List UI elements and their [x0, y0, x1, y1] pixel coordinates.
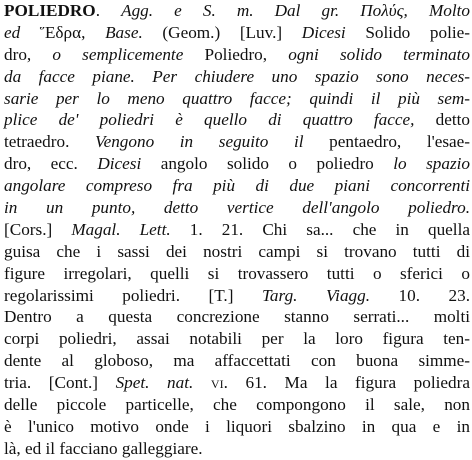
italic-text: Agg. e S. m. Dal gr. Πολύς, Molto: [121, 1, 470, 20]
italic-text: Magal. Lett.: [71, 219, 171, 239]
italic-text: Spet. nat.: [115, 373, 194, 393]
entry-line: [4, 241, 470, 263]
entry-line: [4, 197, 470, 219]
text-segment: ,: [81, 22, 106, 42]
entry-line: [4, 219, 470, 241]
entry-line: [4, 175, 470, 197]
dictionary-entry: [4, 0, 470, 460]
entry-line: [4, 131, 470, 153]
italic-text: o semplicemente: [52, 44, 184, 64]
entry-line: [4, 438, 470, 460]
text-segment: .: [95, 1, 122, 20]
italic-text: in un punto, detto vertice dell'angolo poliedro.: [4, 198, 470, 218]
headword: POLIEDRO: [4, 1, 96, 20]
text-segment: pentaedro, l'esae-: [303, 132, 470, 152]
text-segment: vi: [210, 373, 224, 393]
italic-text: plice de' poliedri è quello di quattro facce,: [4, 110, 415, 130]
text-segment: là, ed il facciano galleggiare.: [4, 438, 203, 458]
entry-line: [4, 0, 470, 22]
italic-text: ogni solido terminato: [288, 44, 470, 64]
italic-text: Vengono in seguito il: [94, 132, 304, 152]
entry-line: [4, 372, 470, 394]
text-segment: angolo solido o poliedro: [141, 154, 394, 174]
entry-line: [4, 263, 470, 285]
entry-line: [4, 306, 470, 328]
text-segment: dro, ecc.: [4, 154, 98, 174]
text-segment: dente al globoso, ma affaccettati con buona simme-: [4, 351, 470, 371]
text-segment: (Geom.) [Luv.]: [142, 22, 302, 42]
entry-line: [4, 109, 470, 131]
entry-line: [4, 88, 470, 110]
italic-text: Dicesi: [301, 22, 346, 42]
italic-text: lo spazio: [393, 154, 470, 174]
entry-line: [4, 44, 470, 66]
text-segment: dro,: [4, 44, 53, 64]
text-segment: [Cors.]: [4, 219, 72, 239]
italic-text: da facce piane. Per chiudere uno spazio sono neces-: [4, 66, 470, 86]
text-segment: 1. 21. Chi sa... che in quella: [170, 219, 470, 239]
text-segment: delle piccole particelle, che compongono il sale, non: [4, 395, 470, 415]
text-segment: detto: [414, 110, 470, 130]
italic-text: angolare compreso fra più di due piani concorrenti: [4, 176, 470, 196]
italic-text: ed: [4, 22, 40, 42]
italic-text: Base.: [105, 22, 143, 42]
entry-line: [4, 153, 470, 175]
entry-line: [4, 394, 470, 416]
entry-line: [4, 328, 470, 350]
entry-line: [4, 350, 470, 372]
entry-line: [4, 66, 470, 88]
text-segment: guisa che i sassi dei nostri campi si trovano tutti di: [4, 241, 470, 261]
text-segment: [193, 373, 211, 392]
italic-text: Targ. Viagg.: [261, 285, 371, 305]
text-segment: tria. [Cont.]: [4, 373, 116, 393]
text-segment: figure irregolari, quelli si trovassero tutti o sferici o: [4, 263, 470, 283]
text-segment: Dentro a questa concrezione stanno serrati... molti: [4, 307, 470, 327]
italic-text: Dicesi: [97, 154, 142, 174]
entry-line: [4, 22, 470, 44]
text-segment: corpi poliedri, assai notabili per la loro figura ten-: [4, 329, 470, 349]
text-segment: Ἕδρα: [39, 22, 82, 42]
text-segment: 10. 23.: [370, 285, 471, 305]
text-segment: Poliedro,: [183, 44, 289, 64]
entry-line: [4, 416, 470, 438]
text-segment: tetraedro.: [4, 132, 95, 152]
text-segment: è l'unico motivo onde i liquori sbalzino in qua e in: [4, 416, 470, 436]
text-segment: regolarissimi poliedri. [T.]: [4, 285, 262, 305]
text-segment: Solido polie-: [345, 22, 470, 42]
text-segment: . 61. Ma la figura poliedra: [223, 373, 470, 393]
italic-text: sarie per lo meno quattro facce; quindi il più sem-: [4, 88, 470, 108]
entry-line: [4, 285, 470, 307]
